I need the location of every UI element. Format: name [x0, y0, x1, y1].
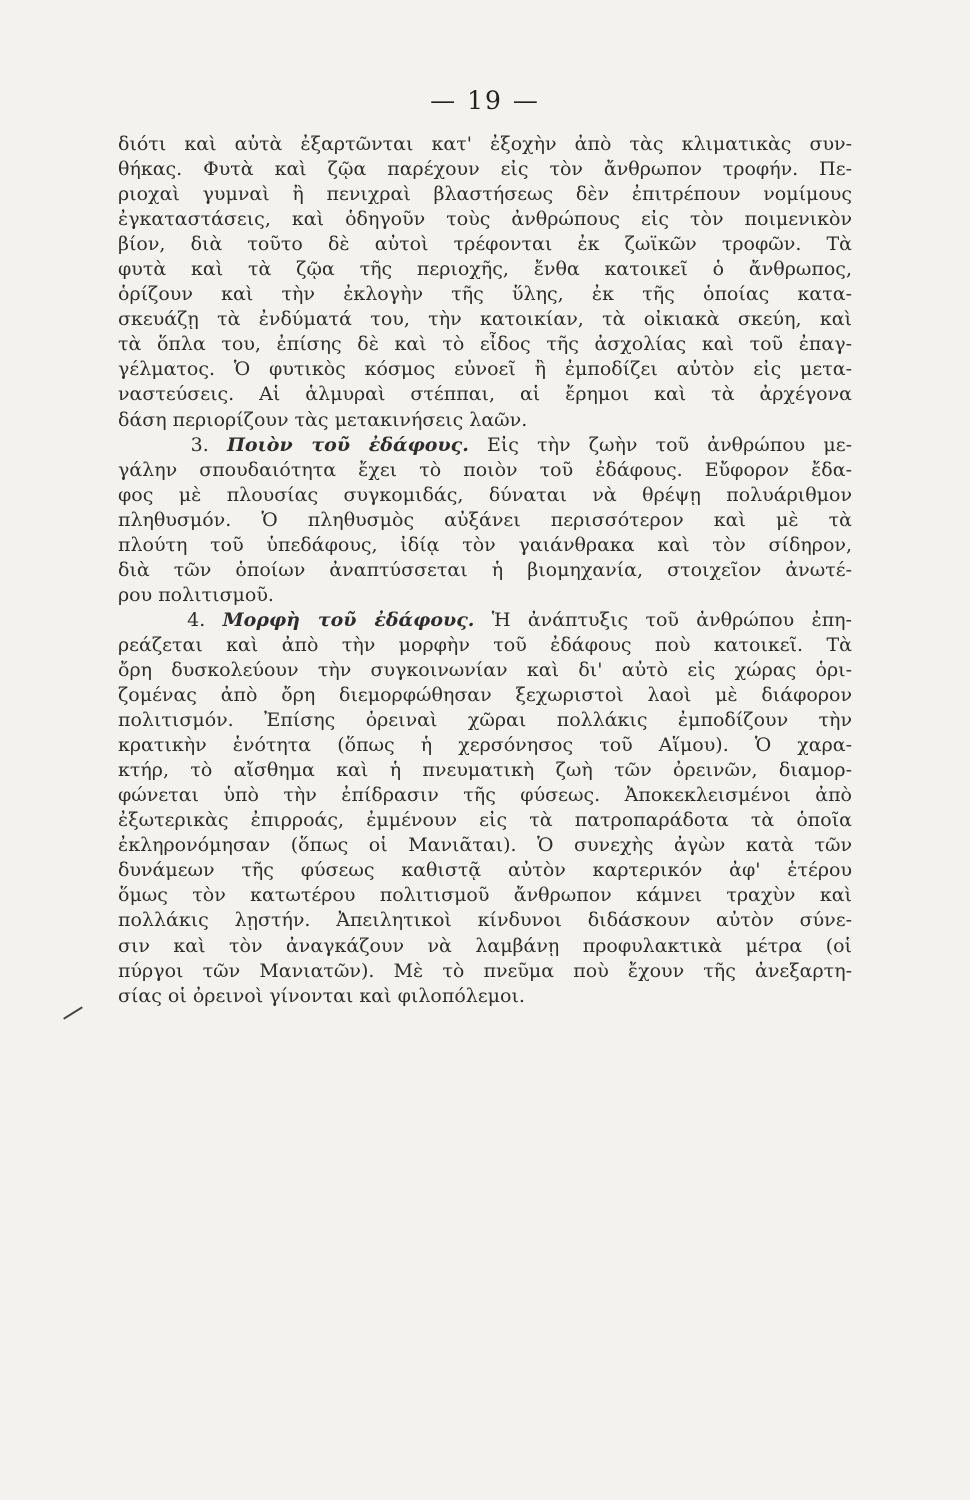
text-line: πληθυσμόν. Ὁ πληθυσμὸς αὐξάνει περισσότερον καὶ μὲ τὰ — [118, 508, 852, 531]
section-3-first-text: Εἰς τὴν ζωὴν τοῦ ἀνθρώπου με- — [486, 433, 852, 456]
text-line: ζομένας ἀπὸ ὄρη διεμορφώθησαν ξεχωριστοὶ λαοὶ μὲ διάφορον — [118, 684, 852, 707]
margin-pencil-mark — [63, 1006, 83, 1019]
text-line: φος μὲ πλουσίας συγκομιδάς, δύναται νὰ θρέψῃ πολυάριθμον — [118, 483, 852, 506]
text-line: ὅμως τὸν κατωτέρου πολιτισμοῦ ἄνθρωπον κάμνει τραχὺν καὶ — [118, 884, 852, 907]
text-line: γάλην σπουδαιότητα ἔχει τὸ ποιὸν τοῦ ἐδάφους. Εὔφορον ἔδα- — [118, 458, 852, 481]
text-line: ἐκληρονόμησαν (ὅπως οἱ Μανιᾶται). Ὁ συνεχὴς ἀγὼν κατὰ τῶν — [118, 834, 852, 857]
text-line: σίας οἱ ὀρεινοὶ γίνονται καὶ φιλοπόλεμοι. — [118, 984, 525, 1007]
text-line: κρατικὴν ἑνότητα (ὅπως ἡ χερσόνησος τοῦ Αἵμου). Ὁ χαρα- — [118, 734, 852, 757]
text-line: ἐγκαταστάσεις, καὶ ὁδηγοῦν τοὺς ἀνθρώπους εἰς τὸν ποιμενικὸν — [118, 208, 852, 231]
text-line: ριοχαὶ γυμναὶ ἢ πενιχραὶ βλαστήσεως δὲν ἐπιτρέπουν νομίμους — [118, 183, 852, 206]
text-line: διότι καὶ αὐτὰ ἐξαρτῶνται κατ' ἐξοχὴν ἀπὸ τὰς κλιματικὰς συν- — [118, 133, 852, 155]
section-4-heading: Μορφὴ τοῦ ἐδάφους. — [222, 608, 475, 631]
text-line: σιν καὶ τὸν ἀναγκάζουν νὰ λαμβάνῃ προφυλακτικὰ μέτρα (οἱ — [118, 934, 852, 957]
text-line: πολλάκις λῃστήν. Ἀπειλητικοὶ κίνδυνοι διδάσκουν αὐτὸν σύνε- — [118, 909, 852, 932]
text-line: ἐξωτερικὰς ἐπιρροάς, ἐμμένουν εἰς τὰ πατροπαράδοτα τὰ ὁποῖα — [118, 809, 852, 832]
text-line: δάση περιορίζουν τὰς μετακινήσεις λαῶν. — [118, 408, 528, 431]
text-line: γέλματος. Ὁ φυτικὸς κόσμος εὐνοεῖ ἢ ἐμποδίζει αὐτὸν εἰς μετα- — [118, 358, 852, 381]
text-line: σκευάζῃ τὰ ἐνδύματά του, τὴν κατοικίαν, τὰ οἰκιακὰ σκεύη, καὶ — [118, 308, 852, 331]
text-line: δυνάμεων τῆς φύσεως καθιστᾷ αὐτὸν καρτερικόν ἀφ' ἑτέρου — [118, 859, 852, 882]
text-line: ρεάζεται καὶ ἀπὸ τὴν μορφὴν τοῦ ἐδάφους ποὺ κατοικεῖ. Τὰ — [118, 633, 852, 656]
text-line: πλούτη τοῦ ὑπεδάφους, ἰδίᾳ τὸν γαιάνθρακα καὶ τὸν σίδηρον, — [118, 533, 852, 556]
text-line: θήκας. Φυτὰ καὶ ζῷα παρέχουν εἰς τὸν ἄνθρωπον τροφήν. Πε- — [118, 158, 852, 181]
text-line: κτήρ, τὸ αἴσθημα καὶ ἡ πνευματικὴ ζωὴ τῶν ὀρεινῶν, διαμορ- — [118, 759, 852, 782]
text-line: ὁρίζουν καὶ τὴν ἐκλογὴν τῆς ὕλης, ἐκ τῆς ὁποίας κατα- — [118, 283, 852, 306]
page-number: — 19 — — [430, 86, 540, 115]
text-line: φυτὰ καὶ τὰ ζῷα τῆς περιοχῆς, ἔνθα κατοικεῖ ὁ ἄνθρωπος, — [118, 258, 852, 281]
text-line: ναστεύσεις. Αἱ ἁλμυραὶ στέππαι, αἱ ἔρημοι καὶ τὰ ἀρχέγονα — [118, 383, 852, 406]
section-3-number: 3. — [190, 433, 209, 456]
section-3-first-line — [118, 433, 852, 458]
section-4-first-text: Ἡ ἀνάπτυξις τοῦ ἀνθρώπου ἐπη- — [491, 608, 852, 631]
body-text — [118, 132, 852, 1009]
text-line: φώνεται ὑπὸ τὴν ἐπίδρασιν τῆς φύσεως. Ἀποκεκλεισμένοι ἀπὸ — [118, 784, 852, 807]
text-line: τὰ ὅπλα του, ἐπίσης δὲ καὶ τὸ εἶδος τῆς ἀσχολίας καὶ τοῦ ἐπαγ- — [118, 333, 852, 356]
text-line: ρου πολιτισμοῦ. — [118, 583, 274, 606]
section-4-first-line — [118, 608, 852, 633]
text-line: ὄρη δυσκολεύουν τὴν συγκοινωνίαν καὶ δι' αὐτὸ εἰς χώρας ὁρι- — [118, 658, 852, 681]
text-line: πύργοι τῶν Μανιατῶν). Μὲ τὸ πνεῦμα ποὺ ἔχουν τῆς ἀνεξαρτη- — [118, 959, 852, 982]
text-line: βίον, διὰ τοῦτο δὲ αὐτοὶ τρέφονται ἐκ ζωϊκῶν τροφῶν. Τὰ — [118, 233, 852, 256]
section-3-heading: Ποιὸν τοῦ ἐδάφους. — [226, 433, 469, 456]
section-4-number: 4. — [187, 608, 206, 631]
text-line: διὰ τῶν ὁποίων ἀναπτύσσεται ἡ βιομηχανία, στοιχεῖον ἀνωτέ- — [118, 558, 852, 581]
text-line: πολιτισμόν. Ἐπίσης ὀρειναὶ χῶραι πολλάκις ἐμποδίζουν τὴν — [118, 709, 852, 732]
